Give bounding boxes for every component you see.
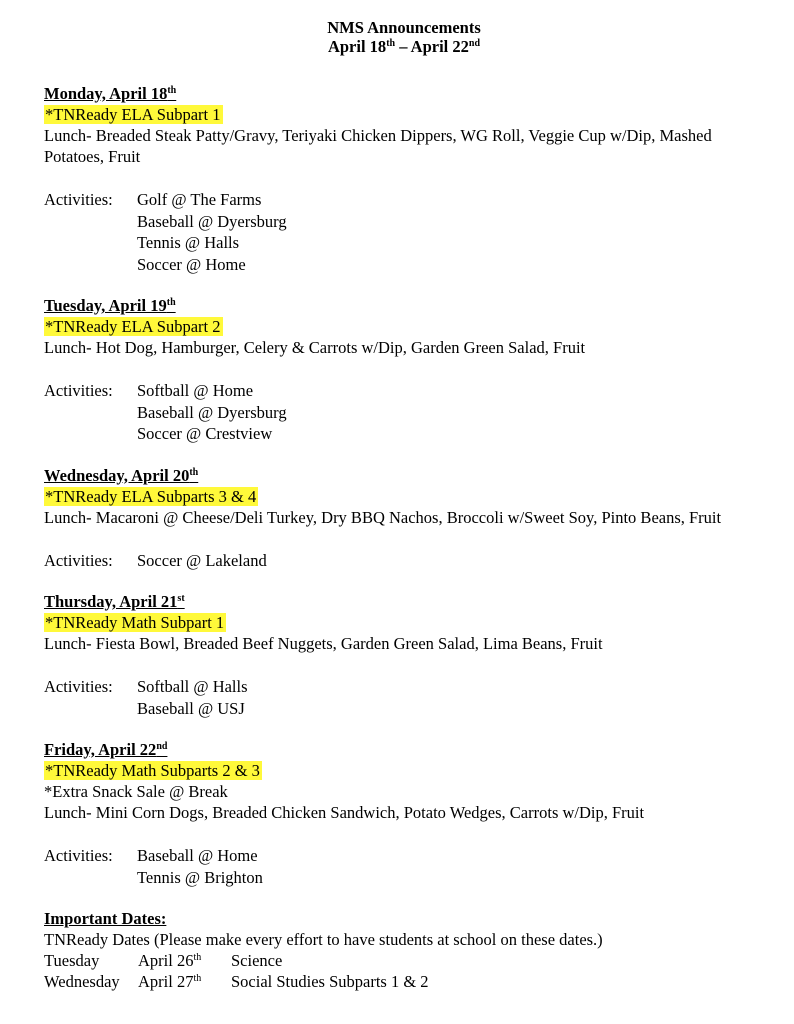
day-heading-suffix: th (167, 85, 177, 96)
document-title (44, 18, 764, 56)
lunch-menu: Lunch- Macaroni @ Cheese/Deli Turkey, Dry BBQ Nachos, Broccoli w/Sweet Soy, Pinto Beans, Fruit (44, 507, 722, 527)
activity-item: Soccer @ Lakeland (137, 550, 267, 570)
day-section-friday (44, 740, 764, 888)
date-row-subject: Social Studies Subparts 1 & 2 (231, 972, 429, 991)
activities-label: Activities: (44, 381, 113, 400)
lunch-menu: Lunch- Mini Corn Dogs, Breaded Chicken Sandwich, Potato Wedges, Carrots w/Dip, Fruit (44, 803, 645, 822)
activity-item: Softball @ Home (137, 381, 254, 400)
date-row (44, 971, 764, 992)
date-row-date-text: April 26 (138, 951, 194, 970)
activity-item: Baseball @ Dyersburg (137, 211, 287, 231)
activities-block (44, 676, 764, 719)
important-dates-heading: Important Dates: (44, 909, 167, 928)
activity-item: Tennis @ Brighton (137, 867, 263, 887)
day-heading-suffix: th (189, 466, 199, 478)
title-date-start-suffix: th (386, 38, 396, 49)
date-row (44, 950, 764, 971)
day-heading (44, 740, 764, 760)
activities-block (44, 845, 764, 888)
date-row-subject: Science (231, 951, 283, 970)
activities-block (44, 380, 764, 445)
test-highlight: *TNReady Math Subparts 2 & 3 (45, 761, 260, 780)
test-highlight: *TNReady ELA Subpart 1 (45, 105, 221, 124)
extra-note: *Extra Snack Sale @ Break (44, 782, 228, 801)
important-dates-note: TNReady Dates (Please make every effort to have students at school on these dates.) (44, 930, 603, 949)
activities-label: Activities: (44, 190, 113, 209)
date-row-day: Wednesday (44, 972, 120, 991)
title-date-end-suffix: nd (468, 38, 481, 49)
day-heading-suffix: st (177, 593, 185, 604)
day-heading-suffix: nd (156, 741, 168, 752)
activity-item: Soccer @ Crestview (137, 424, 273, 443)
activity-item: Baseball @ USJ (137, 698, 245, 718)
activity-item: Tennis @ Halls (137, 233, 240, 252)
lunch-menu: Lunch- Breaded Steak Patty/Gravy, Teriyaki Chicken Dippers, WG Roll, Veggie Cup w/Dip, Mashed Potatoes, Fruit (44, 126, 712, 166)
day-heading-text: Wednesday, April 20 (44, 465, 190, 485)
day-heading-text: Monday, April 18 (44, 84, 168, 103)
day-heading-text: Tuesday, April 19 (44, 296, 167, 315)
day-section-tuesday (44, 296, 764, 445)
test-highlight: *TNReady Math Subpart 1 (45, 613, 225, 632)
activities-label: Activities: (44, 677, 113, 696)
day-section-monday (44, 84, 764, 275)
day-heading-text: Thursday, April 21 (44, 592, 178, 611)
day-heading (44, 592, 764, 612)
date-row-date-suffix: th (193, 952, 202, 963)
activities-label: Activities: (44, 550, 113, 570)
day-section-wednesday (44, 466, 764, 572)
day-heading (44, 296, 764, 316)
day-heading (44, 84, 764, 104)
activity-item: Golf @ The Farms (137, 190, 262, 209)
activities-label: Activities: (44, 846, 113, 865)
date-row-day: Tuesday (44, 951, 100, 970)
lunch-menu: Lunch- Hot Dog, Hamburger, Celery & Carrots w/Dip, Garden Green Salad, Fruit (44, 338, 586, 357)
activity-item: Soccer @ Home (137, 254, 246, 274)
test-highlight: *TNReady ELA Subpart 2 (45, 317, 221, 336)
activity-item: Softball @ Halls (137, 677, 248, 696)
activities-block (44, 189, 764, 275)
activity-item: Baseball @ Dyersburg (137, 402, 287, 422)
day-heading-text: Friday, April 22 (44, 740, 157, 759)
title-date-end: – April 22 (395, 37, 469, 56)
activities-block (44, 550, 764, 572)
day-heading-suffix: th (166, 297, 176, 308)
date-row-date (138, 971, 231, 992)
title-date-start: April 18 (327, 37, 387, 56)
day-heading (44, 466, 764, 486)
announcements-page (44, 18, 764, 992)
day-section-thursday (44, 592, 764, 719)
important-dates-section (44, 909, 764, 992)
date-row-date-suffix: th (193, 973, 202, 984)
activity-item: Baseball @ Home (137, 846, 258, 865)
date-row-date (138, 950, 231, 971)
title-line-1: NMS Announcements (327, 18, 481, 37)
lunch-menu: Lunch- Fiesta Bowl, Breaded Beef Nuggets, Garden Green Salad, Lima Beans, Fruit (44, 634, 603, 653)
title-line-2 (44, 37, 764, 56)
date-row-date-text: April 27 (138, 972, 194, 991)
test-highlight: *TNReady ELA Subparts 3 & 4 (45, 486, 257, 506)
